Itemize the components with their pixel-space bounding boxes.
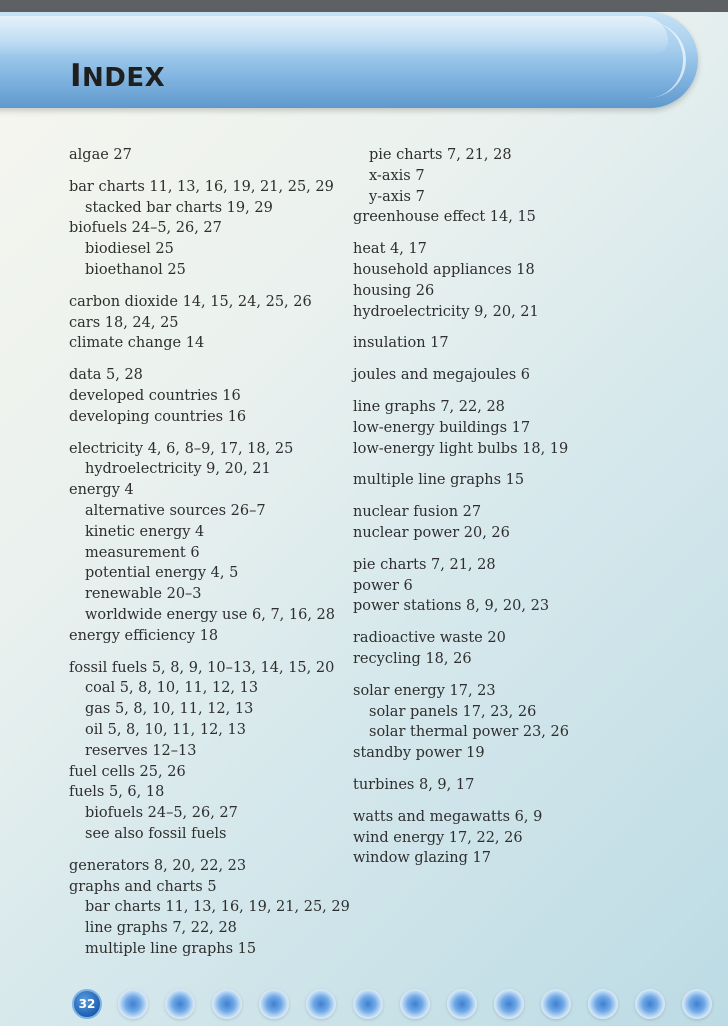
index-entry: biofuels 24–5, 26, 27	[69, 220, 222, 237]
footer-dot	[212, 989, 242, 1019]
index-entry: cars 18, 24, 25	[69, 314, 179, 331]
index-subentry: x-axis 7	[369, 167, 425, 184]
index-entry: fuel cells 25, 26	[69, 763, 186, 780]
index-entry: developing countries 16	[69, 408, 247, 425]
index-entry: generators 8, 20, 22, 23	[69, 857, 247, 874]
footer-dot	[400, 989, 430, 1019]
index-subentry: reserves 12–13	[85, 742, 197, 759]
index-entry: nuclear power 20, 26	[353, 524, 510, 541]
index-subentry: biofuels 24–5, 26, 27	[85, 805, 238, 822]
index-entry: watts and megawatts 6, 9	[353, 808, 543, 825]
index-entry: energy 4	[69, 482, 134, 499]
index-subentry: potential energy 4, 5	[85, 565, 239, 582]
index-entry: recycling 18, 26	[353, 650, 472, 667]
footer-dot	[494, 989, 524, 1019]
index-entry: low-energy light bulbs 18, 19	[353, 440, 569, 457]
footer-dot	[541, 989, 571, 1019]
index-subentry: oil 5, 8, 10, 11, 12, 13	[85, 721, 246, 738]
index-entry: energy efficiency 18	[69, 627, 219, 644]
index-subentry: see also fossil fuels	[85, 825, 227, 842]
banner-arc	[613, 22, 686, 98]
index-subentry: measurement 6	[85, 544, 200, 561]
index-subentry: worldwide energy use 6, 7, 16, 28	[85, 606, 336, 623]
index-entry: carbon dioxide 14, 15, 24, 25, 26	[69, 293, 312, 310]
index-entry: graphs and charts 5	[69, 878, 217, 895]
footer-dot	[588, 989, 618, 1019]
top-band	[0, 0, 728, 12]
footer-dot	[447, 989, 477, 1019]
footer-dot	[635, 989, 665, 1019]
index-entry: fossil fuels 5, 8, 9, 10–13, 14, 15, 20	[69, 659, 335, 676]
index-entry: wind energy 17, 22, 26	[353, 829, 523, 846]
index-entry: greenhouse effect 14, 15	[353, 209, 536, 226]
footer-dot	[118, 989, 148, 1019]
index-subentry: pie charts 7, 21, 28	[369, 147, 512, 163]
index-subentry: kinetic energy 4	[85, 523, 205, 540]
index-entry: solar energy 17, 23	[353, 682, 496, 699]
index-entry: standby power 19	[353, 745, 485, 762]
index-subentry: solar panels 17, 23, 26	[369, 703, 537, 720]
index-entry: insulation 17	[353, 335, 449, 352]
index-entry: algae 27	[69, 147, 132, 163]
index-entry: climate change 14	[69, 335, 205, 352]
index-subentry: hydroelectricity 9, 20, 21	[85, 461, 271, 478]
index-subentry: gas 5, 8, 10, 11, 12, 13	[85, 701, 254, 718]
index-entry: line graphs 7, 22, 28	[353, 398, 505, 415]
footer-dot	[259, 989, 289, 1019]
index-entry: bar charts 11, 13, 16, 19, 21, 25, 29	[69, 178, 334, 195]
index-subentry: coal 5, 8, 10, 11, 12, 13	[85, 680, 259, 697]
index-column-left	[69, 145, 350, 960]
page-number: 32	[78, 997, 96, 1011]
index-entry: heat 4, 17	[353, 241, 427, 258]
footer-dot	[165, 989, 195, 1019]
index-entry: turbines 8, 9, 17	[353, 776, 475, 793]
footer-dot	[353, 989, 383, 1019]
index-subentry: solar thermal power 23, 26	[369, 724, 569, 741]
index-entry: developed countries 16	[69, 387, 241, 404]
index-subentry: biodiesel 25	[85, 241, 174, 258]
index-subentry: renewable 20–3	[85, 586, 202, 603]
page-title-initial: I	[70, 58, 83, 94]
index-entry: housing 26	[353, 282, 435, 299]
banner-gloss	[0, 16, 668, 54]
index-entry: joules and megajoules 6	[353, 367, 531, 384]
index-subentry: bar charts 11, 13, 16, 19, 21, 25, 29	[85, 899, 350, 916]
index-entry: pie charts 7, 21, 28	[353, 556, 496, 573]
index-subentry: y-axis 7	[369, 188, 425, 205]
index-subentry: stacked bar charts 19, 29	[85, 199, 273, 216]
index-entry: window glazing 17	[353, 850, 491, 867]
index-entry: radioactive waste 20	[353, 630, 506, 647]
index-subentry: line graphs 7, 22, 28	[85, 920, 237, 937]
index-entry: hydroelectricity 9, 20, 21	[353, 303, 539, 320]
page-title-rest: NDEX	[82, 63, 166, 93]
index-entry: low-energy buildings 17	[353, 419, 531, 436]
index-entry: household appliances 18	[353, 261, 535, 278]
index-entry: power 6	[353, 577, 413, 594]
footer-dot	[306, 989, 336, 1019]
footer-dot	[682, 989, 712, 1019]
index-subentry: bioethanol 25	[85, 261, 186, 278]
index-entry: electricity 4, 6, 8–9, 17, 18, 25	[69, 440, 294, 457]
index-entry: multiple line graphs 15	[353, 472, 525, 489]
index-entry: fuels 5, 6, 18	[69, 784, 165, 801]
index-subentry: multiple line graphs 15	[85, 940, 257, 957]
page-title	[70, 58, 165, 94]
index-entry: data 5, 28	[69, 367, 143, 384]
index-entry: power stations 8, 9, 20, 23	[353, 598, 550, 615]
page-footer	[72, 986, 728, 1022]
index-entry: nuclear fusion 27	[353, 504, 482, 521]
page-number-badge	[72, 989, 102, 1019]
index-subentry: alternative sources 26–7	[85, 502, 266, 519]
index-column-right	[353, 145, 653, 869]
